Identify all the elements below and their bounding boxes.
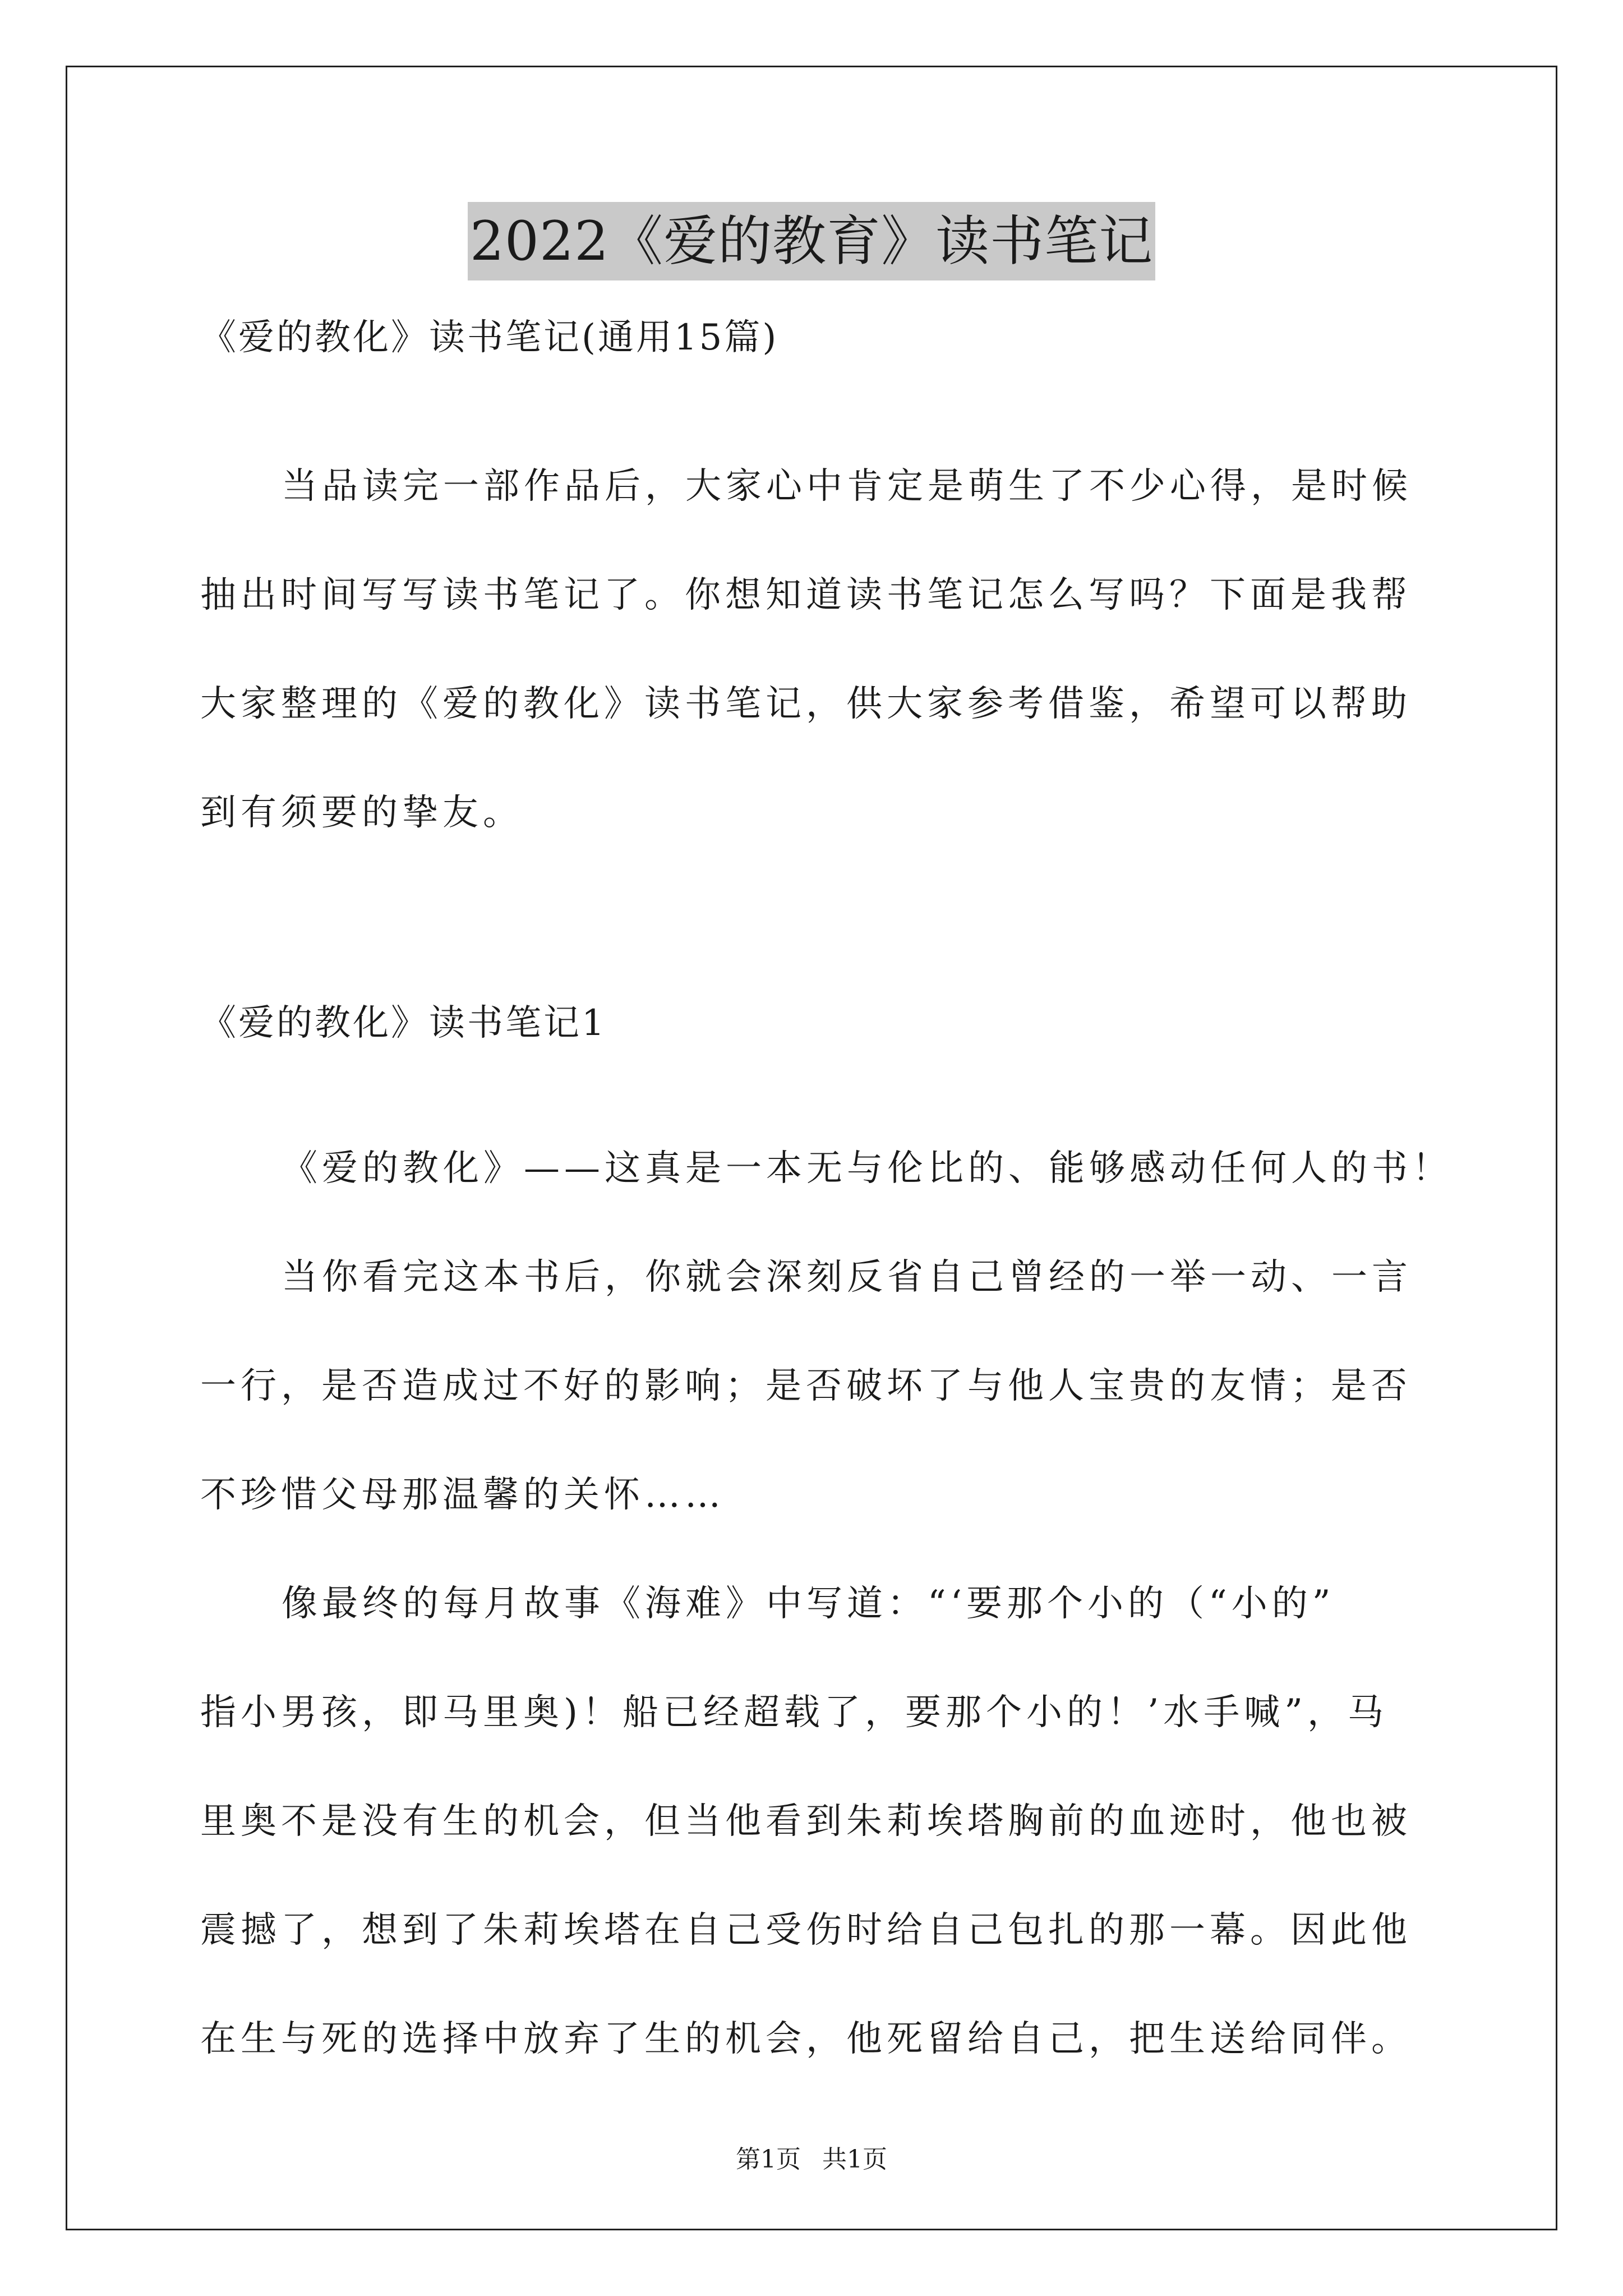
document-title: 2022《爱的教育》读书笔记 [468, 202, 1155, 280]
page-footer [0, 2143, 1623, 2177]
body-line-8: 震撼了，想到了朱莉埃塔在自己受伤时给自己包扎的那一幕。因此他 [200, 1910, 1412, 1951]
intro-line-4: 到有须要的挚友。 [200, 792, 523, 834]
body-line-5: 像最终的每月故事《海难》中写道：“‘要那个小的（“小的” [282, 1583, 1335, 1625]
body-line-9: 在生与死的选择中放弃了生的机会，他死留给自己，把生送给同伴。 [200, 2018, 1412, 2060]
page-number: 第1页 [736, 2145, 801, 2174]
body-line-4: 不珍惜父母那温馨的关怀…… [200, 1474, 725, 1516]
intro-line-2: 抽出时间写写读书笔记了。你想知道读书笔记怎么写吗？下面是我帮 [200, 574, 1412, 616]
section-heading: 《爱的教化》读书笔记1 [200, 1002, 607, 1044]
body-line-6: 指小男孩，即马里奥)！船已经超载了，要那个小的！’水手喊”，马 [200, 1692, 1389, 1733]
document-subtitle: 《爱的教化》读书笔记(通用15篇) [200, 317, 779, 358]
body-line-2: 当你看完这本书后，你就会深刻反省自己曾经的一举一动、一言 [282, 1257, 1412, 1298]
body-line-7: 里奥不是没有生的机会，但当他看到朱莉埃塔胸前的血迹时，他也被 [200, 1801, 1412, 1842]
title-container [0, 202, 1623, 280]
body-line-1: 《爱的教化》——这真是一本无与伦比的、能够感动任何人的书！ [282, 1148, 1453, 1189]
body-line-3: 一行，是否造成过不好的影响；是否破坏了与他人宝贵的友情；是否 [200, 1365, 1412, 1407]
page-total: 共1页 [822, 2145, 887, 2174]
intro-line-1: 当品读完一部作品后，大家心中肯定是萌生了不少心得，是时候 [282, 466, 1412, 507]
intro-line-3: 大家整理的《爱的教化》读书笔记，供大家参考借鉴，希望可以帮助 [200, 683, 1412, 725]
